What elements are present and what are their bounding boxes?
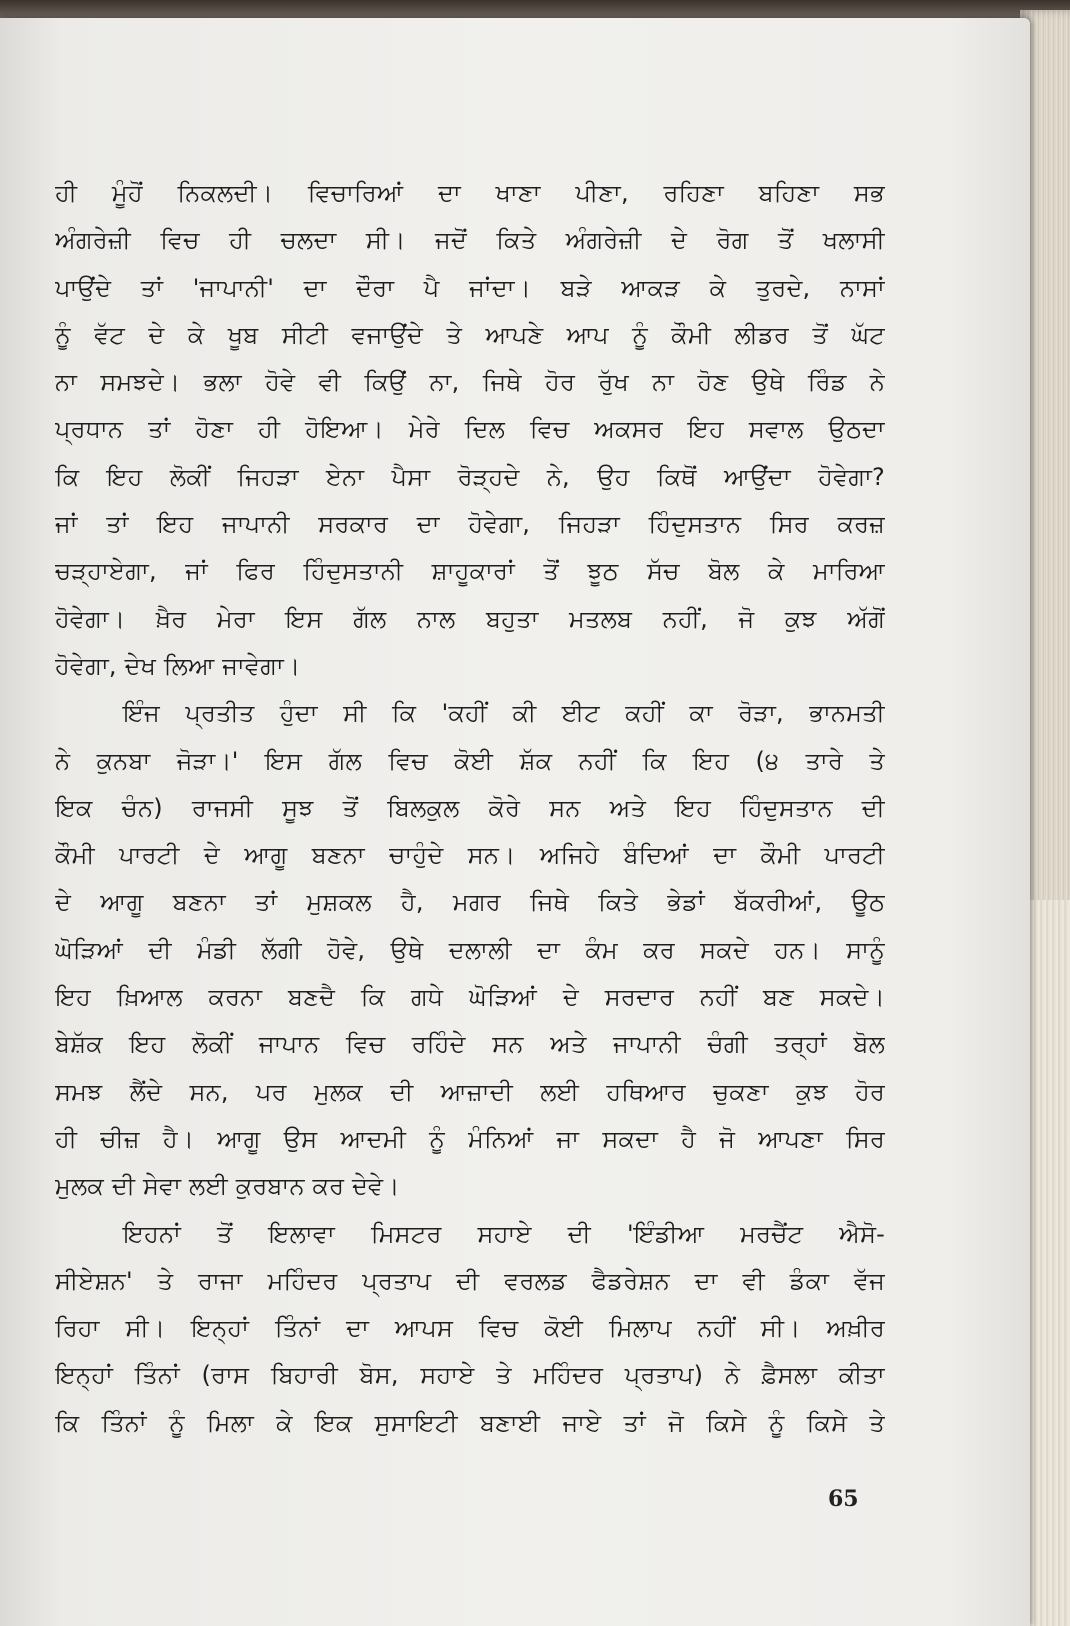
text-line: ਦੇ ਆਗੂ ਬਣਨਾ ਤਾਂ ਮੁਸ਼ਕਲ ਹੈ, ਮਗਰ ਜਿਥੇ ਕਿਤੇ ਭੇਡਾਂ ਬੱਕਰੀਆਂ, ਊਠ — [55, 888, 885, 917]
text-line: ਨੂੰ ਵੱਟ ਦੇ ਕੇ ਖੂਬ ਸੀਟੀ ਵਜਾਉਂਦੇ ਤੇ ਆਪਣੇ ਆਪ ਨੂੰ ਕੌਮੀ ਲੀਡਰ ਤੋਂ ਘੱਟ — [55, 320, 885, 349]
text-line: ਕੌਮੀ ਪਾਰਟੀ ਦੇ ਆਗੂ ਬਣਨਾ ਚਾਹੁੰਦੇ ਸਨ। ਅਜਿਹੇ ਬੰਦਿਆਂ ਦਾ ਕੌਮੀ ਪਾਰਟੀ — [55, 841, 885, 870]
text-line: ਪ੍ਰਧਾਨ ਤਾਂ ਹੋਣਾ ਹੀ ਹੋਇਆ। ਮੇਰੇ ਦਿਲ ਵਿਚ ਅਕਸਰ ਇਹ ਸਵਾਲ ਉਠਦਾ — [55, 415, 885, 444]
text-line: ਸੀਏਸ਼ਨ' ਤੇ ਰਾਜਾ ਮਹਿੰਦਰ ਪ੍ਰਤਾਪ ਦੀ ਵਰਲਡ ਫੈਡਰੇਸ਼ਨ ਦਾ ਵੀ ਡੰਕਾ ਵੱਜ — [55, 1266, 885, 1295]
text-line: ਹੋਵੇਗਾ। ਖ਼ੈਰ ਮੇਰਾ ਇਸ ਗੱਲ ਨਾਲ ਬਹੁਤਾ ਮਤਲਬ ਨਹੀਂ, ਜੋ ਕੁਝ ਅੱਗੋਂ — [55, 604, 885, 633]
text-line: ਨੇ ਕੁਨਬਾ ਜੋੜਾ।' ਇਸ ਗੱਲ ਵਿਚ ਕੋਈ ਸ਼ੱਕ ਨਹੀਂ ਕਿ ਇਹ (੪ ਤਾਰੇ ਤੇ — [55, 746, 885, 775]
text-line: ਇਕ ਚੰਨ) ਰਾਜਸੀ ਸੂਝ ਤੋਂ ਬਿਲਕੁਲ ਕੋਰੇ ਸਨ ਅਤੇ ਇਹ ਹਿੰਦੁਸਤਾਨ ਦੀ — [55, 793, 885, 822]
text-line: ਚੜ੍ਹਾਏਗਾ, ਜਾਂ ਫਿਰ ਹਿੰਦੁਸਤਾਨੀ ਸ਼ਾਹੂਕਾਰਾਂ ਤੋਂ ਝੂਠ ਸੱਚ ਬੋਲ ਕੇ ਮਾਰਿਆ — [55, 557, 885, 586]
text-line: ਘੋੜਿਆਂ ਦੀ ਮੰਡੀ ਲੱਗੀ ਹੋਵੇ, ਉਥੇ ਦਲਾਲੀ ਦਾ ਕੰਮ ਕਰ ਸਕਦੇ ਹਨ। ਸਾਨੂੰ — [55, 935, 885, 964]
text-line: ਜਾਂ ਤਾਂ ਇਹ ਜਾਪਾਨੀ ਸਰਕਾਰ ਦਾ ਹੋਵੇਗਾ, ਜਿਹੜਾ ਹਿੰਦੁਸਤਾਨ ਸਿਰ ਕਰਜ਼ — [55, 510, 885, 539]
text-line: ਮੁਲਕ ਦੀ ਸੇਵਾ ਲਈ ਕੁਰਬਾਨ ਕਰ ਦੇਵੇ। — [55, 1172, 400, 1201]
text-line: ਪਾਉਂਦੇ ਤਾਂ 'ਜਾਪਾਨੀ' ਦਾ ਦੌਰਾ ਪੈ ਜਾਂਦਾ। ਬੜੇ ਆਕੜ ਕੇ ਤੁਰਦੇ, ਨਾਸਾਂ — [55, 273, 885, 302]
text-line: ਸਮਝ ਲੈਂਦੇ ਸਨ, ਪਰ ਮੁਲਕ ਦੀ ਆਜ਼ਾਦੀ ਲਈ ਹਥਿਆਰ ਚੁਕਣਾ ਕੁਝ ਹੋਰ — [55, 1077, 885, 1106]
paragraph-first-line: ਇੰਜ ਪ੍ਰਤੀਤ ਹੁੰਦਾ ਸੀ ਕਿ 'ਕਹੀਂ ਕੀ ਈਟ ਕਹੀਂ ਕਾ ਰੋੜਾ, ਭਾਨਮਤੀ — [123, 699, 885, 728]
text-line: ਬੇਸ਼ੱਕ ਇਹ ਲੋਕੀਂ ਜਾਪਾਨ ਵਿਚ ਰਹਿੰਦੇ ਸਨ ਅਤੇ ਜਾਪਾਨੀ ਚੰਗੀ ਤਰ੍ਹਾਂ ਬੋਲ — [55, 1030, 885, 1059]
book-page — [0, 18, 1030, 1626]
text-line: ਕਿ ਤਿੰਨਾਂ ਨੂੰ ਮਿਲਾ ਕੇ ਇਕ ਸੁਸਾਇਟੀ ਬਣਾਈ ਜਾਏ ਤਾਂ ਜੋ ਕਿਸੇ ਨੂੰ ਕਿਸੇ ਤੇ — [55, 1408, 885, 1437]
text-line: ਨਾ ਸਮਝਦੇ। ਭਲਾ ਹੋਵੇ ਵੀ ਕਿਉਂ ਨਾ, ਜਿਥੇ ਹੋਰ ਰੁੱਖ ਨਾ ਹੋਣ ਉਥੇ ਰਿੰਡ ਨੇ — [55, 368, 885, 397]
text-line: ਇਨ੍ਹਾਂ ਤਿੰਨਾਂ (ਰਾਸ ਬਿਹਾਰੀ ਬੋਸ, ਸਹਾਏ ਤੇ ਮਹਿੰਦਰ ਪ੍ਰਤਾਪ) ਨੇ ਫ਼ੈਸਲਾ ਕੀਤਾ — [55, 1361, 885, 1390]
page-number: 65 — [828, 1486, 859, 1512]
text-line: ਰਿਹਾ ਸੀ। ਇਨ੍ਹਾਂ ਤਿੰਨਾਂ ਦਾ ਆਪਸ ਵਿਚ ਕੋਈ ਮਿਲਾਪ ਨਹੀਂ ਸੀ। ਅਖ਼ੀਰ — [55, 1314, 885, 1343]
text-line: ਅੰਗਰੇਜ਼ੀ ਵਿਚ ਹੀ ਚਲਦਾ ਸੀ। ਜਦੋਂ ਕਿਤੇ ਅੰਗਰੇਜ਼ੀ ਦੇ ਰੋਗ ਤੋਂ ਖਲਾਸੀ — [55, 226, 885, 255]
text-line: ਇਹ ਖ਼ਿਆਲ ਕਰਨਾ ਬਣਦੈ ਕਿ ਗਧੇ ਘੋੜਿਆਂ ਦੇ ਸਰਦਾਰ ਨਹੀਂ ਬਣ ਸਕਦੇ। — [55, 983, 885, 1012]
body-text — [55, 170, 885, 1447]
text-line: ਹੀ ਮੂੰਹੋਂ ਨਿਕਲਦੀ। ਵਿਚਾਰਿਆਂ ਦਾ ਖਾਣਾ ਪੀਣਾ, ਰਹਿਣਾ ਬਹਿਣਾ ਸਭ — [55, 179, 885, 207]
text-line: ਕਿ ਇਹ ਲੋਕੀਂ ਜਿਹੜਾ ਏਨਾ ਪੈਸਾ ਰੋੜ੍ਹਦੇ ਨੇ, ਉਹ ਕਿਥੋਂ ਆਉਂਦਾ ਹੋਵੇਗਾ? — [55, 462, 885, 491]
text-line: ਹੋਵੇਗਾ, ਦੇਖ ਲਿਆ ਜਾਵੇਗਾ। — [55, 651, 301, 680]
paragraph-first-line: ਇਹਨਾਂ ਤੋਂ ਇਲਾਵਾ ਮਿਸਟਰ ਸਹਾਏ ਦੀ 'ਇੰਡੀਆ ਮਰਚੈਂਟ ਐਸੋ- — [123, 1219, 885, 1248]
text-line: ਹੀ ਚੀਜ਼ ਹੈ। ਆਗੂ ਉਸ ਆਦਮੀ ਨੂੰ ਮੰਨਿਆਂ ਜਾ ਸਕਦਾ ਹੈ ਜੋ ਆਪਣਾ ਸਿਰ — [55, 1124, 885, 1153]
